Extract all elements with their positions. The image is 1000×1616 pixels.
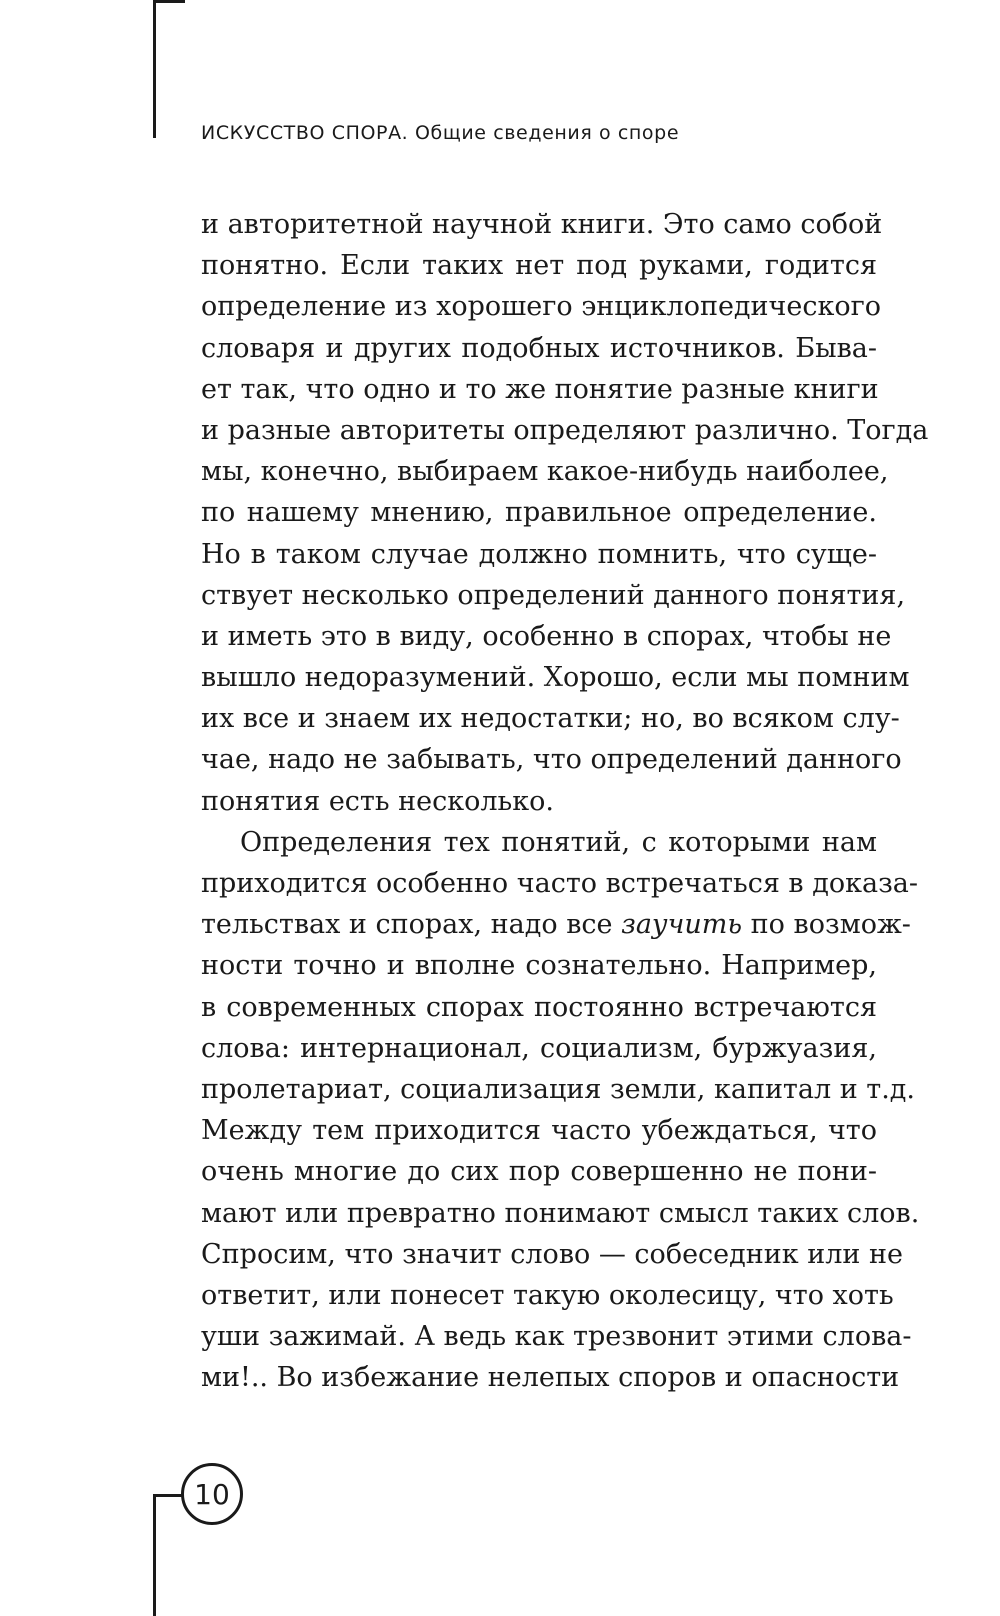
text-line: определение из хорошего энциклопедического bbox=[201, 291, 882, 323]
text-line: ответит, или понесет такую околесицу, что хоть bbox=[201, 1279, 894, 1311]
emphasis-word: заучить bbox=[621, 909, 743, 941]
corner-bracket-bottom-horizontal bbox=[153, 1494, 183, 1497]
paragraph-start-line: Определения тех понятий, с которыми нам bbox=[240, 826, 877, 858]
running-header: ИСКУССТВО СПОРА. Общие сведения о споре bbox=[201, 122, 680, 144]
text-line: Между тем приходится часто убеждаться, что bbox=[201, 1115, 877, 1147]
text-line: понятно. Если таких нет под руками, годится bbox=[201, 250, 877, 282]
text-line: очень многие до сих пор совершенно не пони- bbox=[201, 1156, 877, 1188]
text-line: и иметь это в виду, особенно в спорах, чтобы не bbox=[201, 620, 892, 652]
text-line: уши зажимай. А ведь как трезвонит этими слова- bbox=[201, 1321, 912, 1353]
text-line: и разные авторитеты определяют различно. Тогда bbox=[201, 414, 929, 446]
text-line: приходится особенно часто встречаться в доказа- bbox=[201, 868, 919, 899]
text-line: мают или превратно понимают смысл таких слов. bbox=[201, 1197, 920, 1229]
text-line: Спросим, что значит слово — собеседник или не bbox=[201, 1238, 903, 1270]
text-line: Но в таком случае должно помнить, что суще- bbox=[201, 538, 877, 570]
text-segment: тельствах и спорах, надо все bbox=[201, 909, 622, 941]
text-line: слова: интернационал, социализм, буржуазия, bbox=[201, 1032, 877, 1064]
paragraph-end-line: понятия есть несколько. bbox=[201, 785, 554, 817]
text-line: ми!.. Во избежание нелепых споров и опасности bbox=[201, 1362, 900, 1394]
text-line: по нашему мнению, правильное определение. bbox=[201, 497, 877, 529]
text-line: пролетариат, социализация земли, капитал и т.д. bbox=[201, 1073, 916, 1105]
text-line: вышло недоразумений. Хорошо, если мы помним bbox=[201, 662, 910, 694]
text-line: и авторитетной научной книги. Это само собой bbox=[201, 209, 883, 240]
text-line: ности точно и вполне сознательно. Например, bbox=[201, 950, 877, 982]
text-line: в современных спорах постоянно встречаются bbox=[201, 991, 877, 1023]
text-line-with-emphasis bbox=[201, 904, 911, 945]
corner-bracket-top-vertical bbox=[153, 0, 156, 138]
text-line: их все и знаем их недостатки; но, во всяком слу- bbox=[201, 703, 900, 735]
text-line: ствует несколько определений данного понятия, bbox=[201, 579, 906, 611]
text-line: чае, надо не забывать, что определений данного bbox=[201, 744, 902, 776]
text-line: словаря и других подобных источников. Быва- bbox=[201, 332, 877, 364]
text-line: мы, конечно, выбираем какое-нибудь наиболее, bbox=[201, 456, 889, 488]
text-segment: по возмож- bbox=[742, 909, 911, 941]
page-number-badge: 10 bbox=[181, 1463, 243, 1525]
text-line: ет так, что одно и то же понятие разные книги bbox=[201, 373, 879, 405]
corner-bracket-bottom-vertical bbox=[153, 1494, 156, 1616]
corner-bracket-top-horizontal bbox=[153, 0, 185, 3]
body-text bbox=[201, 204, 929, 1398]
